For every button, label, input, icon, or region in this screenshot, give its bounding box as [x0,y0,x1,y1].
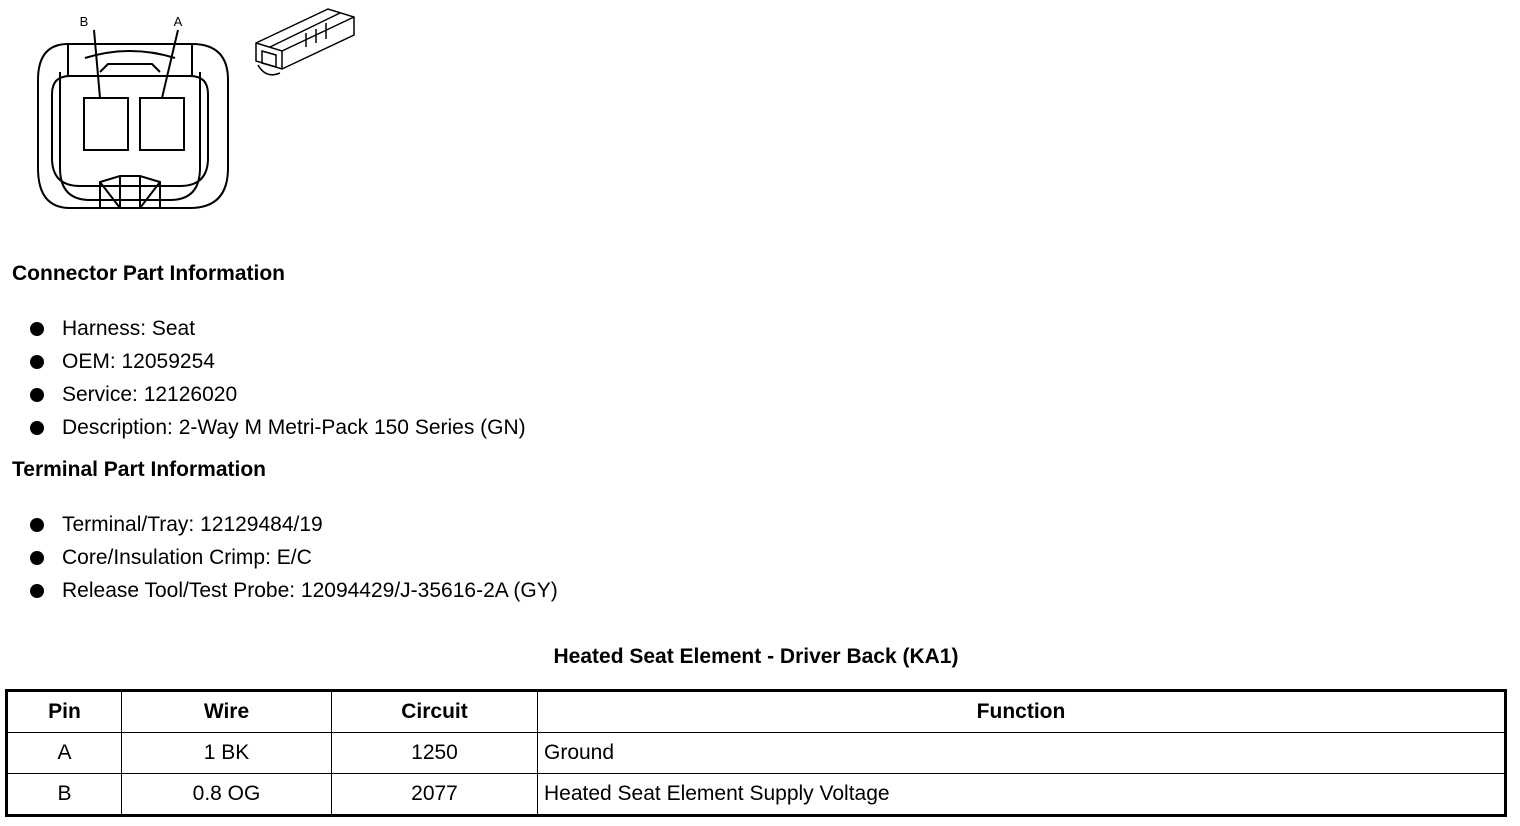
bullet-icon [30,388,44,402]
list-item [26,345,526,378]
list-item [26,541,558,574]
cell-pin: A [7,733,122,774]
column-header-function: Function [538,691,1506,733]
terminal-cavity-b [84,98,128,150]
cell-circuit: 1250 [332,733,538,774]
column-header-circuit: Circuit [332,691,538,733]
cell-pin: B [7,774,122,816]
list-item [26,574,558,607]
table-row [7,774,1506,816]
cell-function: Ground [538,733,1506,774]
list-item-text: Service: 12126020 [62,383,238,406]
table-title: Heated Seat Element - Driver Back (KA1) [553,645,959,668]
table-row [7,733,1506,774]
connector-part-info-heading: Connector Part Information [12,262,286,285]
list-item-text: Release Tool/Test Probe: 12094429/J-35616-2A (GY) [62,579,558,602]
list-item-text: Terminal/Tray: 12129484/19 [62,513,323,536]
bullet-icon [30,551,44,565]
list-item-text: Harness: Seat [62,317,196,340]
list-item [26,378,526,411]
terminal-part-info-list [26,508,558,607]
connector-isometric-view [250,5,362,85]
bullet-icon [30,355,44,369]
table-header-row [7,691,1506,733]
column-header-wire: Wire [122,691,332,733]
terminal-cavity-a [140,98,184,150]
list-item [26,411,526,444]
cell-wire: 0.8 OG [122,774,332,816]
bullet-icon [30,421,44,435]
bullet-icon [30,322,44,336]
terminal-part-info-heading: Terminal Part Information [12,458,266,481]
list-item-text: OEM: 12059254 [62,350,215,373]
pinout-table [5,689,1507,817]
connector-face-diagram [30,8,230,213]
list-item-text: Core/Insulation Crimp: E/C [62,546,312,569]
list-item [26,312,526,345]
cell-function: Heated Seat Element Supply Voltage [538,774,1506,816]
column-header-pin: Pin [7,691,122,733]
pin-label-b: B [79,14,89,29]
list-item-text: Description: 2-Way M Metri-Pack 150 Series (GN) [62,416,526,439]
pin-label-a: A [173,14,183,29]
cell-wire: 1 BK [122,733,332,774]
bullet-icon [30,518,44,532]
bullet-icon [30,584,44,598]
list-item [26,508,558,541]
connector-part-info-list [26,312,526,444]
cell-circuit: 2077 [332,774,538,816]
